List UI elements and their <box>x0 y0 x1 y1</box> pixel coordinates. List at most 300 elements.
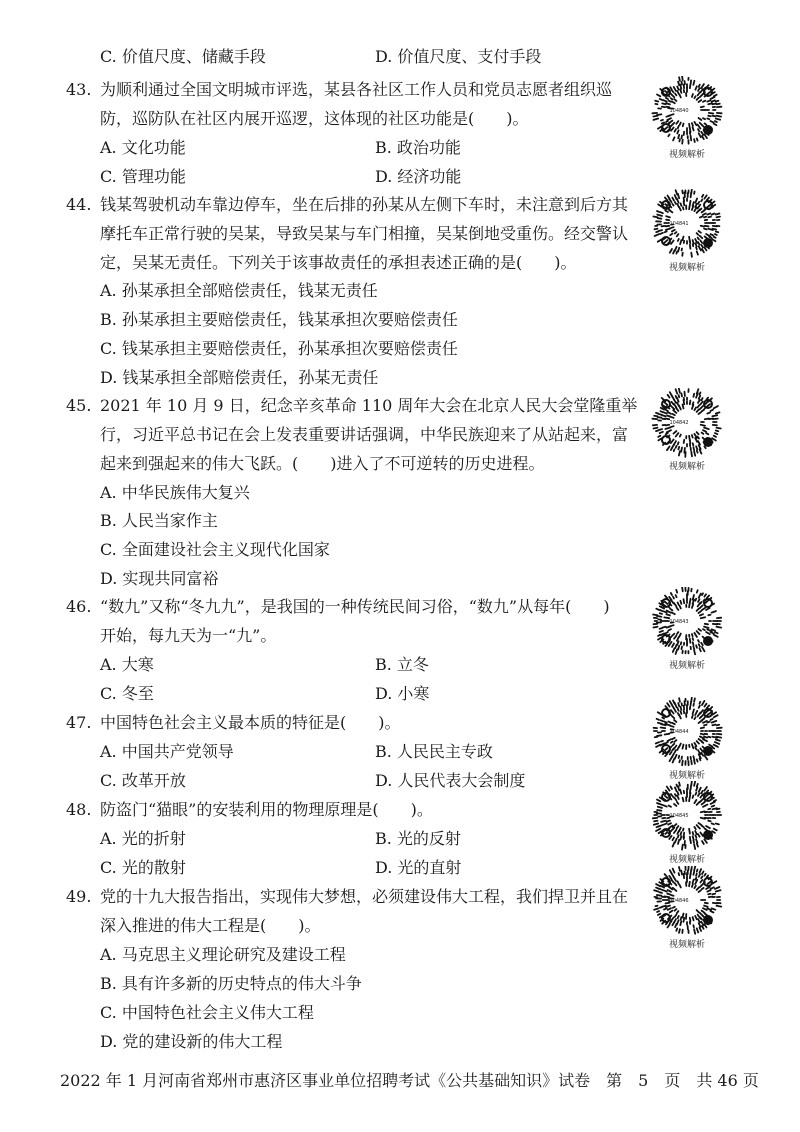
qr-code-bar <box>717 217 721 218</box>
qr-code-bar <box>695 86 696 89</box>
qr-code-bar <box>700 716 703 719</box>
qr-code-bar <box>702 802 705 804</box>
qr-code-bar <box>690 639 691 643</box>
qr-code-bar <box>682 140 683 144</box>
qr-code-bar <box>705 226 709 227</box>
qr-code-bar <box>672 705 674 708</box>
qr-code-bar <box>674 636 676 639</box>
qr-code-bar <box>669 101 672 102</box>
qr-code-bar <box>703 747 704 748</box>
qr-code-bar <box>694 451 695 456</box>
qr-code-bar <box>704 134 707 138</box>
qr-code-bar <box>667 118 671 120</box>
qr-code-bar <box>716 101 719 102</box>
qr-code-bar <box>671 241 674 244</box>
qr-code-bar <box>690 201 691 205</box>
qr-code-bar <box>706 401 709 404</box>
qr-code-bar <box>692 744 694 748</box>
qr-code-bar <box>665 198 668 201</box>
qr-code-bar <box>671 406 675 410</box>
qr-code-question-47[interactable] <box>648 697 726 781</box>
qr-code-bar <box>679 744 681 747</box>
qr-code-bar <box>656 888 659 889</box>
qr-code-bar <box>698 640 699 642</box>
qr-code-bar <box>700 758 701 760</box>
qr-code-bar <box>679 867 680 871</box>
qr-code-bar <box>666 614 670 615</box>
qr-code-number: 104843 <box>669 619 689 625</box>
qr-code-question-43[interactable] <box>648 76 726 160</box>
qr-code-bar <box>701 132 703 135</box>
qr-code-bar <box>715 433 718 434</box>
qr-code-bar <box>699 594 701 598</box>
qr-code-bar <box>681 393 682 396</box>
qr-code-bar <box>654 416 657 417</box>
qr-code-bar <box>712 611 716 613</box>
qr-code-bar <box>682 82 683 85</box>
qr-code-bar <box>693 402 694 405</box>
qr-caption: 视频解析 <box>668 263 705 273</box>
qr-code-bar <box>672 749 674 751</box>
qr-code-bar <box>665 832 667 834</box>
qr-code-bar <box>665 602 668 604</box>
qr-code-question-49[interactable] <box>648 866 726 950</box>
qr-code-bar <box>694 650 695 654</box>
qr-code-bar <box>694 782 695 786</box>
qr-code-bar <box>704 755 707 759</box>
question-45-stem-line1: 2021 年 10 月 9 日，纪念辛亥革命 110 周年大会在北京人民大会堂隆重举 <box>100 396 638 415</box>
qr-code-bar <box>658 635 660 636</box>
qr-code-question-44[interactable] <box>648 189 726 273</box>
qr-code-bar <box>712 229 716 230</box>
qr-logo-badge <box>703 915 713 925</box>
qr-code-bar <box>700 710 703 713</box>
question-49-option-c: C. 中国特色社会主义伟大工程 <box>100 1003 314 1022</box>
qr-code-bar <box>697 887 700 890</box>
qr-code-bar <box>707 908 711 910</box>
qr-code-bar <box>676 649 678 654</box>
qr-caption: 视频解析 <box>668 771 705 781</box>
qr-code-bar <box>667 894 670 895</box>
qr-code-bar <box>699 644 700 646</box>
qr-code-bar <box>712 721 717 723</box>
qr-code-bar <box>674 449 675 451</box>
question-47-option-b: B. 人民民主专政 <box>375 742 493 761</box>
qr-code-bar <box>696 874 697 876</box>
qr-code-bar <box>674 830 677 833</box>
qr-code-bar <box>708 797 710 799</box>
qr-logo-badge <box>703 238 713 248</box>
qr-code-bar <box>691 452 692 457</box>
qr-code-bar <box>657 215 662 216</box>
qr-code-bar <box>708 894 710 895</box>
qr-code-bar <box>676 446 677 448</box>
qr-code-bar <box>712 104 716 105</box>
qr-code-bar <box>654 890 658 891</box>
qr-code-bar <box>704 839 707 843</box>
qr-code-bar <box>704 787 707 791</box>
question-47-option-a: A. 中国共产党领导 <box>100 742 234 761</box>
qr-code-bar <box>717 809 720 810</box>
qr-code-bar <box>702 719 705 721</box>
qr-code-bar <box>695 747 696 750</box>
qr-code-bar <box>684 599 685 603</box>
qr-code-bar <box>700 749 702 752</box>
qr-code-bar <box>700 602 701 604</box>
question-49-number: 49. <box>66 887 92 906</box>
qr-code-bar <box>668 629 671 630</box>
qr-code-bar <box>701 425 705 426</box>
qr-code-bar <box>668 412 672 414</box>
qr-code-bar <box>678 646 679 650</box>
qr-code-bar <box>670 870 672 874</box>
qr-code-bar <box>698 599 700 602</box>
qr-code-bar <box>694 139 695 142</box>
qr-code-bar <box>670 234 672 236</box>
qr-code-bar <box>692 715 693 718</box>
qr-code-bar <box>691 761 692 765</box>
qr-code-bar <box>661 728 666 729</box>
qr-code-bar <box>672 880 674 883</box>
question-45-stem-line2: 行，习近平总书记在会上发表重要讲话强调，中华民族迎来了从站起来，富 <box>100 425 629 444</box>
qr-code-bar <box>668 134 669 136</box>
qr-code-bar <box>703 805 707 807</box>
qr-code-bar <box>682 136 683 139</box>
qr-code-bar <box>673 842 675 846</box>
qr-code-bar <box>714 635 718 637</box>
qr-code-bar <box>669 806 671 807</box>
qr-code-bar <box>683 207 684 209</box>
qr-code-bar <box>683 798 684 802</box>
qr-code-bar <box>698 793 700 796</box>
qr-code-bar <box>690 599 691 603</box>
qr-code-bar <box>717 627 722 628</box>
qr-code-bar <box>701 922 703 926</box>
qr-code-bar <box>675 129 677 132</box>
qr-code-bar <box>694 122 696 125</box>
question-47-number: 47. <box>66 713 92 732</box>
question-48-number: 48. <box>66 800 92 819</box>
qr-code-bar <box>693 880 694 883</box>
qr-code-bar <box>673 597 674 599</box>
question-48-option-c: C. 光的散射 <box>100 858 186 877</box>
qr-code-bar <box>704 446 705 448</box>
qr-code-bar <box>701 617 706 618</box>
qr-code-bar <box>698 205 701 209</box>
qr-code-bar <box>697 233 699 235</box>
qr-code-bar <box>676 389 678 393</box>
qr-code-bar <box>699 118 702 120</box>
qr-code-bar <box>656 884 660 886</box>
qr-code-bar <box>702 136 704 139</box>
qr-code-bar <box>661 720 663 721</box>
qr-code-bar <box>714 406 718 408</box>
qr-code-bar <box>673 410 676 413</box>
qr-code-bar <box>672 875 674 878</box>
qr-code-bar <box>703 721 707 723</box>
qr-code-bar <box>711 719 713 720</box>
qr-code-bar <box>694 633 697 637</box>
question-48-option-b: B. 光的反射 <box>375 829 461 848</box>
question-44-stem-line2: 摩托车正常行驶的吴某，导致吴某与车门相撞，吴某倒地受重伤。经交警认 <box>100 224 629 243</box>
qr-code-bar <box>697 870 698 872</box>
qr-code-bar <box>697 759 698 761</box>
qr-code-bar <box>712 100 715 101</box>
qr-code-bar <box>697 928 698 932</box>
qr-code-bar <box>675 909 677 911</box>
qr-code-bar <box>684 198 685 202</box>
qr-code-bar <box>701 226 704 227</box>
qr-code-bar <box>712 415 717 416</box>
qr-code-bar <box>657 800 660 802</box>
qr-code-bar <box>697 98 699 100</box>
qr-code-bar <box>693 443 694 445</box>
question-48-option-a: A. 光的折射 <box>100 829 186 848</box>
qr-code-bar <box>660 613 662 614</box>
qr-code-bar <box>698 400 700 403</box>
qr-code-bar <box>697 409 700 412</box>
qr-code-bar <box>704 594 706 596</box>
qr-code-bar <box>680 89 681 93</box>
qr-code-bar <box>702 593 703 595</box>
qr-code-bar <box>691 698 692 702</box>
qr-code-bar <box>677 86 678 89</box>
qr-code-bar <box>670 921 672 923</box>
qr-code-bar <box>675 232 677 233</box>
qr-code-bar <box>691 867 692 870</box>
qr-code-bar <box>712 908 716 909</box>
qr-code-bar <box>670 87 671 89</box>
qr-code-bar <box>703 213 706 214</box>
qr-code-bar <box>680 885 681 887</box>
qr-code-bar <box>716 412 720 413</box>
qr-code-bar <box>706 632 710 634</box>
qr-code-bar <box>708 821 710 822</box>
qr-code-bar <box>677 234 679 236</box>
qr-code-bar <box>700 449 702 453</box>
qr-code-bar <box>701 643 703 645</box>
qr-code-bar <box>657 810 661 811</box>
qr-code-bar <box>662 718 664 719</box>
qr-code-bar <box>715 234 717 235</box>
qr-code-bar <box>703 430 706 432</box>
qr-code-bar <box>666 433 668 434</box>
qr-code-bar <box>701 876 702 878</box>
qr-code-bar <box>668 395 670 398</box>
qr-code-bar <box>679 760 680 762</box>
qr-code-bar <box>667 430 671 432</box>
qr-code-bar <box>714 715 718 717</box>
qr-code-bar <box>678 881 679 884</box>
qr-code-bar <box>676 590 677 593</box>
qr-code-question-46[interactable] <box>648 587 726 671</box>
qr-code-bar <box>657 95 660 97</box>
qr-code-bar <box>698 125 701 129</box>
qr-code-bar <box>714 237 716 238</box>
qr-code-bar <box>670 752 672 755</box>
qr-code-bar <box>672 230 675 232</box>
qr-code-bar <box>682 647 683 650</box>
question-43-option-d: D. 经济功能 <box>375 167 462 186</box>
qr-code-bar <box>673 250 674 253</box>
qr-code-bar <box>700 392 701 394</box>
qr-code-bar <box>716 740 720 741</box>
qr-code-bar <box>672 612 675 614</box>
qr-code-bar <box>670 726 673 727</box>
qr-code-bar <box>681 871 682 875</box>
qr-code-question-45[interactable] <box>648 388 726 472</box>
qr-code-bar <box>684 918 685 922</box>
qr-code-number: 104845 <box>669 813 689 819</box>
qr-code-bar <box>660 432 663 433</box>
qr-code-bar <box>693 704 694 706</box>
qr-code-bar <box>678 248 679 252</box>
qr-code-bar <box>700 648 701 651</box>
question-49-stem-line1: 党的十九大报告指出，实现伟大梦想，必须建设伟大工程，我们捍卫并且在 <box>100 887 629 906</box>
qr-code-bar <box>707 596 710 599</box>
qr-code-bar <box>700 927 702 931</box>
qr-code-bar <box>664 240 667 243</box>
qr-code-bar <box>653 119 658 120</box>
qr-code-bar <box>690 245 691 249</box>
qr-code-bar <box>711 121 714 123</box>
qr-code-bar <box>679 388 680 393</box>
qr-code-bar <box>693 832 694 834</box>
qr-code-bar <box>711 410 714 411</box>
qr-code-bar <box>680 435 681 437</box>
qr-code-question-48[interactable] <box>648 781 726 865</box>
qr-code-bar <box>704 217 706 218</box>
qr-code-bar <box>664 805 667 806</box>
qr-code-bar <box>670 392 672 396</box>
question-49-option-b: B. 具有许多新的历史特点的伟大斗争 <box>100 974 362 993</box>
qr-code-bar <box>658 436 660 437</box>
qr-code-bar <box>694 929 695 934</box>
qr-code-bar <box>666 116 670 117</box>
qr-code-bar <box>702 926 704 929</box>
qr-code-bar <box>670 757 673 761</box>
qr-code-bar <box>660 907 662 908</box>
qr-code-bar <box>658 807 662 808</box>
question-45-option-b: B. 人民当家作主 <box>100 511 218 530</box>
question-44-option-c: C. 钱某承担主要赔偿责任，孙某承担次要赔偿责任 <box>100 339 458 358</box>
question-49-option-d: D. 党的建设新的伟大工程 <box>100 1032 283 1051</box>
qr-code-bar <box>674 740 676 742</box>
qr-code-bar <box>671 448 672 450</box>
qr-code-bar <box>664 823 667 824</box>
qr-code-bar <box>700 236 703 239</box>
qr-code-bar <box>707 100 710 101</box>
qr-code-bar <box>684 440 685 443</box>
qr-code-bar <box>692 123 693 126</box>
qr-code-bar <box>682 761 683 766</box>
qr-code-bar <box>664 611 667 612</box>
question-46-option-c: C. 冬至 <box>100 684 154 703</box>
qr-code-bar <box>700 406 703 409</box>
qr-caption: 视频解析 <box>668 462 705 472</box>
qr-code-bar <box>678 708 679 711</box>
qr-code-bar <box>702 888 704 890</box>
qr-code-bar <box>702 701 704 705</box>
qr-code-bar <box>679 77 680 81</box>
qr-code-bar <box>670 249 672 253</box>
qr-code-bar <box>653 217 657 218</box>
qr-code-bar <box>698 834 700 837</box>
qr-code-bar <box>704 737 707 738</box>
qr-code-bar <box>699 890 701 892</box>
qr-code-bar <box>709 113 714 114</box>
qr-code-bar <box>689 798 690 802</box>
qr-code-bar <box>715 887 720 889</box>
qr-code-bar <box>708 737 710 738</box>
qr-code-bar <box>658 914 660 915</box>
qr-code-bar <box>675 94 676 96</box>
qr-caption: 视频解析 <box>668 855 705 865</box>
qr-code-bar <box>716 214 720 215</box>
qr-code-bar <box>702 195 703 197</box>
qr-code-bar <box>665 748 668 750</box>
qr-code-bar <box>693 447 694 450</box>
qr-code-bar <box>677 785 678 787</box>
qr-logo-badge <box>703 636 713 646</box>
qr-code-bar <box>706 608 710 610</box>
qr-logo-badge <box>703 125 713 135</box>
q42-option-c: C. 价值尺度、储藏手段 <box>100 47 266 66</box>
qr-code-bar <box>666 216 670 217</box>
qr-code-bar <box>676 121 678 124</box>
qr-code-bar <box>679 782 680 785</box>
qr-code-bar <box>704 247 706 250</box>
qr-code-bar <box>709 745 712 747</box>
qr-code-bar <box>701 200 702 202</box>
qr-code-bar <box>677 911 679 913</box>
qr-code-bar <box>675 787 677 791</box>
qr-code-bar <box>654 428 658 429</box>
qr-code-bar <box>678 135 679 138</box>
qr-code-bar <box>668 196 670 199</box>
qr-code-bar <box>673 758 675 762</box>
qr-code-bar <box>656 829 660 831</box>
qr-code-bar <box>692 634 693 636</box>
question-44-option-b: B. 孙某承担主要赔偿责任，钱某承担次要赔偿责任 <box>100 310 458 329</box>
qr-code-bar <box>717 116 722 117</box>
qr-code-bar <box>684 874 685 878</box>
qr-code-bar <box>708 116 710 117</box>
qr-code-bar <box>665 644 667 646</box>
qr-code-bar <box>681 832 682 835</box>
qr-code-bar <box>702 249 704 252</box>
question-44-number: 44. <box>66 195 92 214</box>
qr-code-bar <box>678 442 679 444</box>
qr-code-bar <box>698 238 699 240</box>
qr-code-bar <box>699 100 702 102</box>
qr-code-bar <box>708 404 711 406</box>
qr-code-bar <box>691 253 692 257</box>
qr-code-bar <box>682 76 683 80</box>
qr-code-bar <box>677 130 678 133</box>
qr-code-bar <box>679 395 680 397</box>
qr-code-bar <box>698 242 699 244</box>
qr-code-bar <box>708 217 711 218</box>
question-46-stem-line2: 开始，每九天为一“九”。 <box>100 626 277 645</box>
qr-code-bar <box>694 844 695 849</box>
qr-code-bar <box>657 895 662 896</box>
qr-code-bar <box>653 116 657 117</box>
qr-code-bar <box>693 925 694 927</box>
qr-code-bar <box>672 198 674 201</box>
qr-code-bar <box>699 133 701 137</box>
qr-code-bar <box>701 791 703 793</box>
